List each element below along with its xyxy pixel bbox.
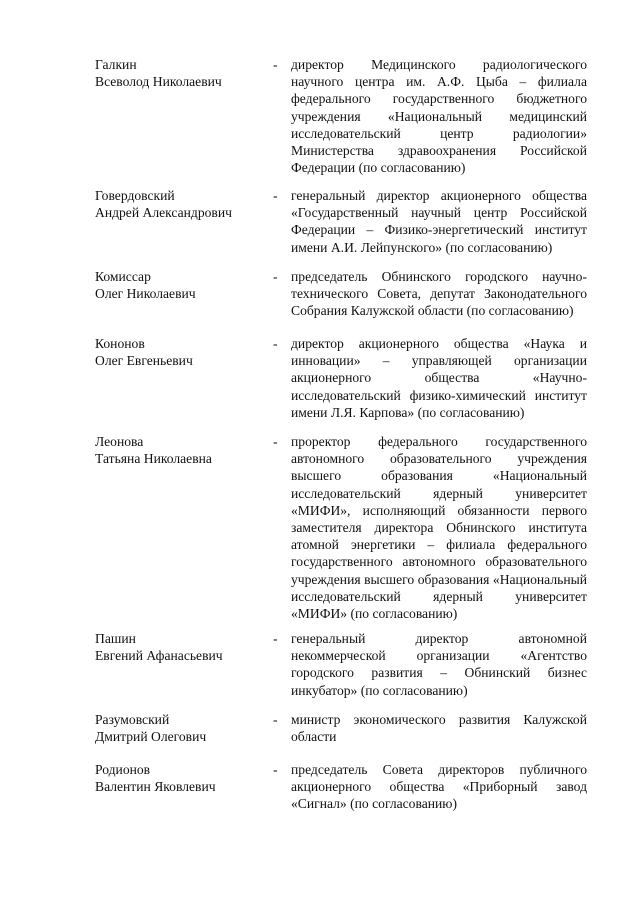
member-position: председатель Совета директоров публичного акционерного общества «Приборный завод «Сигнал» (по согласованию) [291,762,587,812]
separator-dash: - [273,336,278,351]
member-surname: Кононов [95,336,145,351]
member-position: директор акционерного общества «Наука и инновации» – управляющей организации акционерного общества «Научно-исследовательский физико-химический институт имени Л.Я. Карпова» (по согласованию) [291,336,587,420]
separator-dash: - [273,57,278,72]
member-position: директор Медицинского радиологического научного центра им. А.Ф. Цыба – филиала федерального государственного бюджетного учреждения «Национальный медицинский исследовательский центр радиологии» Министерства здравоохранения Российской Федерации (по согласованию) [291,57,587,176]
separator-dash: - [273,434,278,449]
member-position: проректор федерального государственного автономного образовательного учреждения высшего образования «Национальный исследовательский ядерный университет «МИФИ», исполняющий обязанности первого заместителя директора Обнинского института атомной энергетики – филиала федерального государственного автономного образовательного учреждения высшего образования «Национальный исследовательский ядерный университет «МИФИ» (по согласованию) [291,434,587,622]
member-surname: Говердовский [95,188,175,203]
separator-dash: - [273,762,278,777]
member-name [95,711,265,745]
member-surname: Родионов [95,762,151,777]
member-name [95,630,265,664]
member-position: генеральный директор акционерного общества «Государственный научный центр Российской Федерации – Физико-энергетический институт имени А.И. Лейпунского» (по согласованию) [291,188,587,255]
member-surname: Комиссар [95,269,151,284]
member-given-names: Валентин Яковлевич [95,779,216,795]
separator-dash: - [273,631,278,646]
member-surname: Пашин [95,631,136,646]
member-position: генеральный директор автономной некоммерческой организации «Агентство городского развития – Обнинский бизнес инкубатор» (по согласованию) [291,631,587,698]
separator-dash: - [273,712,278,727]
member-given-names: Андрей Александрович [95,205,232,221]
member-position: министр экономического развития Калужской области [291,712,587,745]
member-name [95,268,265,302]
separator-dash: - [273,269,278,284]
member-name [95,187,265,221]
member-name [95,335,265,369]
member-name [95,56,265,90]
member-surname: Леонова [95,434,144,449]
member-given-names: Всеволод Николаевич [95,74,222,90]
member-given-names: Олег Николаевич [95,286,196,302]
member-name [95,761,265,795]
member-given-names: Дмитрий Олегович [95,729,207,745]
member-given-names: Татьяна Николаевна [95,451,212,467]
separator-dash: - [273,188,278,203]
member-given-names: Евгений Афанасьевич [95,648,223,664]
member-surname: Галкин [95,57,137,72]
member-name [95,433,265,467]
member-given-names: Олег Евгеньевич [95,353,193,369]
member-surname: Разумовский [95,712,170,727]
member-position: председатель Обнинского городского научно-технического Совета, депутат Законодательного Собрания Калужской области (по согласованию) [291,269,587,319]
